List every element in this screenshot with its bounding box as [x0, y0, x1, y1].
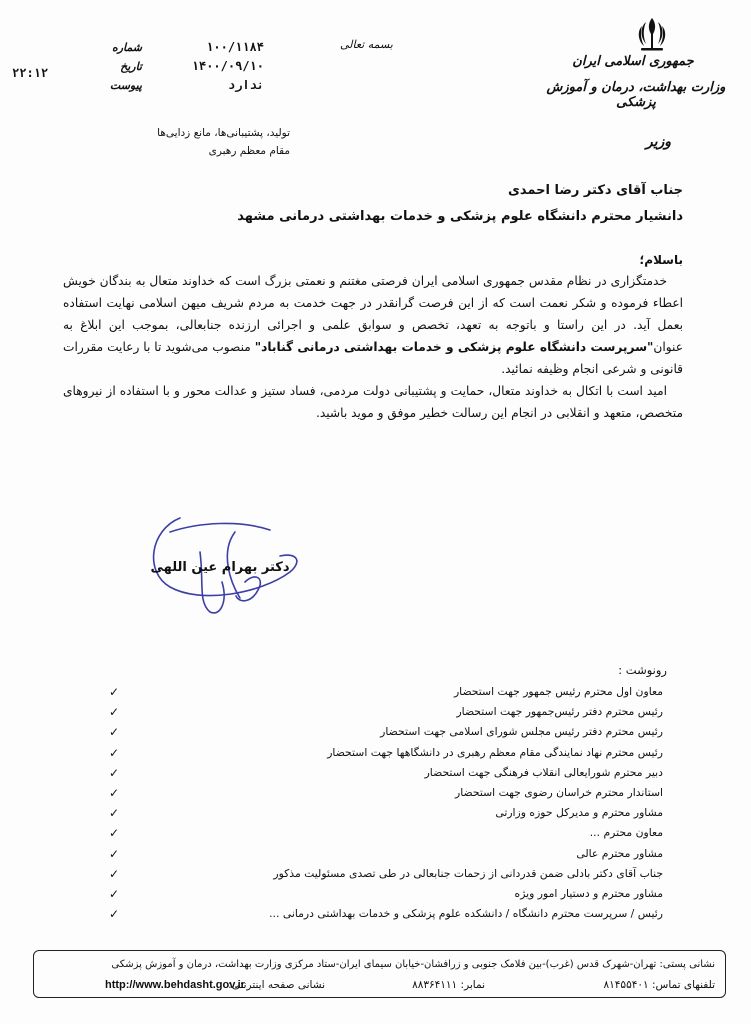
addressee-position: دانشیار محترم دانشگاه علوم پزشکی و خدمات بهداشتی درمانی مشهد	[237, 209, 683, 224]
letter-meta	[100, 40, 270, 97]
meta-number-value: ۱۰۰/۱۱۸۴	[206, 40, 264, 54]
ministry-name: وزارت بهداشت، درمان و آموزش پزشکی	[546, 80, 726, 110]
cc-item	[103, 844, 663, 864]
cc-item	[103, 884, 663, 904]
addressee-name: جناب آقای دکتر رضا احمدی	[507, 183, 683, 198]
cc-list	[103, 682, 663, 924]
cc-item	[103, 763, 663, 783]
minister-title: وزیر	[645, 134, 671, 150]
footer-phones: تلفنهای تماس: ۸۱۴۵۵۴۰۱	[603, 979, 715, 991]
cc-item-text: مشاور محترم و دستیار امور ویژه	[514, 886, 663, 900]
signer-name: دکتر بهرام عین اللهی	[150, 560, 290, 575]
appointment-title: "سرپرست دانشگاه علوم پزشکی و خدمات بهداشتی درمانی گناباد"	[254, 340, 654, 354]
cc-item	[103, 702, 663, 722]
meta-date-value: ۱۴۰۰/۰۹/۱۰	[191, 59, 264, 73]
time-stamp: ۲۲:۱۲	[12, 66, 49, 80]
cc-item	[103, 682, 663, 702]
checkmark-icon: ✓	[108, 765, 120, 780]
cc-item	[103, 743, 663, 763]
meta-attachment-row	[100, 78, 270, 97]
body-text: منصوب می‌شوید تا با رعایت مقررات قانونی و شرعی انجام وظیفه نمائید.	[63, 340, 683, 376]
cc-item-text: دبیر محترم شورایعالی انقلاب فرهنگی جهت استحضار	[424, 765, 663, 779]
ministry-country-name: جمهوری اسلامی ایران	[572, 54, 694, 69]
cc-item-text: معاون اول محترم رئیس جمهور جهت استحضار	[453, 685, 663, 698]
cc-item	[103, 904, 663, 924]
meta-attachment-label: پیوست	[109, 79, 142, 92]
cc-item-text: معاون محترم ...	[589, 826, 663, 840]
footer-website-label: نشانی صفحه اینترنتی:	[228, 979, 325, 991]
checkmark-icon: ✓	[108, 685, 120, 699]
footer-website-link[interactable]: http://www.behdasht.gov.ir	[105, 979, 245, 991]
meta-date-row	[100, 59, 270, 78]
letter-body	[63, 270, 683, 424]
iran-emblem-icon	[635, 14, 669, 54]
addressee	[237, 178, 683, 230]
cc-item-text: مشاور محترم و مدیرکل حوزه وزارتی	[495, 806, 663, 820]
checkmark-icon: ✓	[108, 826, 120, 841]
meta-number-row	[100, 40, 270, 59]
checkmark-icon: ✓	[108, 886, 120, 901]
cc-item-text: رئیس محترم دفتر رئیس مجلس شورای اسلامی جهت استحضار	[380, 725, 663, 739]
slogan-line: تولید، پشتیبانی‌ها، مانع زدایی‌ها	[157, 127, 290, 139]
slogan-attribution: مقام معظم رهبری	[208, 145, 290, 157]
footer-box	[33, 950, 726, 998]
meta-date-label: تاریخ	[120, 60, 142, 73]
checkmark-icon: ✓	[108, 785, 120, 800]
footer-postal-address: نشانی پستی: تهران-شهرک قدس (غرب)-بین فلامک جنوبی و زرافشان-خیابان سیمای ایران-ستاد مرکزی وزارت بهداشت، درمان و آموزش پزشکی	[111, 959, 715, 970]
checkmark-icon: ✓	[108, 745, 120, 760]
body-paragraph-1	[63, 270, 683, 380]
body-text: خدمتگزاری در نظام مقدس جمهوری اسلامی ایران فرصتی مغتنم و نعمتی بزرگ است که خداوند متعال به بندگان خویش اعطاء فرموده و شکر نعمت است که از این فرصت گرانقدر در جهت خدمت به مردم شریف میهن اسلامی نهایت استفاده بعمل آید. در این راستا و باتوجه به تعهد، تخصص و سوابق علمی و اجرائی ارزنده جنابعالی، بموجب این ابلاغ به عنوان	[63, 274, 683, 354]
cc-item	[103, 783, 663, 803]
cc-item-text: مشاور محترم عالی	[576, 846, 663, 860]
checkmark-icon: ✓	[108, 907, 120, 922]
checkmark-icon: ✓	[108, 806, 120, 821]
cc-item	[103, 864, 663, 884]
body-paragraph-2: امید است با اتکال به خداوند متعال، حمایت و پشتیبانی دولت مردمی، فساد ستیز و عدالت محور و با استفاده از نیروهای متخصص، متعهد و انقلابی در انجام این رسالت خطیر موفق و موید باشید.	[63, 384, 683, 420]
slogan	[140, 124, 290, 160]
cc-item	[103, 722, 663, 742]
cc-item-text: رئیس محترم دفتر رئیس‌جمهور جهت استحضار	[456, 705, 663, 719]
meta-attachment-value: ندارد	[227, 78, 264, 92]
meta-number-label: شماره	[111, 41, 142, 54]
checkmark-icon: ✓	[108, 705, 120, 720]
cc-item	[103, 823, 663, 843]
cc-item	[103, 803, 663, 823]
cc-item-text: جناب آقای دکتر بادلی ضمن قدردانی از زحمات جنابعالی در طی تصدی مسئولیت مذکور	[273, 866, 663, 880]
cc-title: رونوشت :	[618, 663, 667, 677]
greeting: باسلام؛	[639, 253, 683, 267]
cc-item-text: رئیس محترم نهاد نمایندگی مقام معظم رهبری در دانشگاهها جهت استحضار	[327, 745, 663, 759]
cc-item-text: استاندار محترم خراسان رضوی جهت استحضار	[455, 785, 663, 799]
checkmark-icon: ✓	[108, 725, 120, 740]
footer-fax: نمابر: ۸۸۳۶۴۱۱۱	[412, 979, 485, 991]
basmala-heading: بسمه تعالی	[340, 38, 393, 51]
checkmark-icon: ✓	[108, 866, 120, 881]
checkmark-icon: ✓	[108, 846, 120, 861]
cc-item-text: رئیس / سرپرست محترم دانشگاه / دانشکده علوم پزشکی و خدمات بهداشتی درمانی ...	[269, 907, 663, 921]
